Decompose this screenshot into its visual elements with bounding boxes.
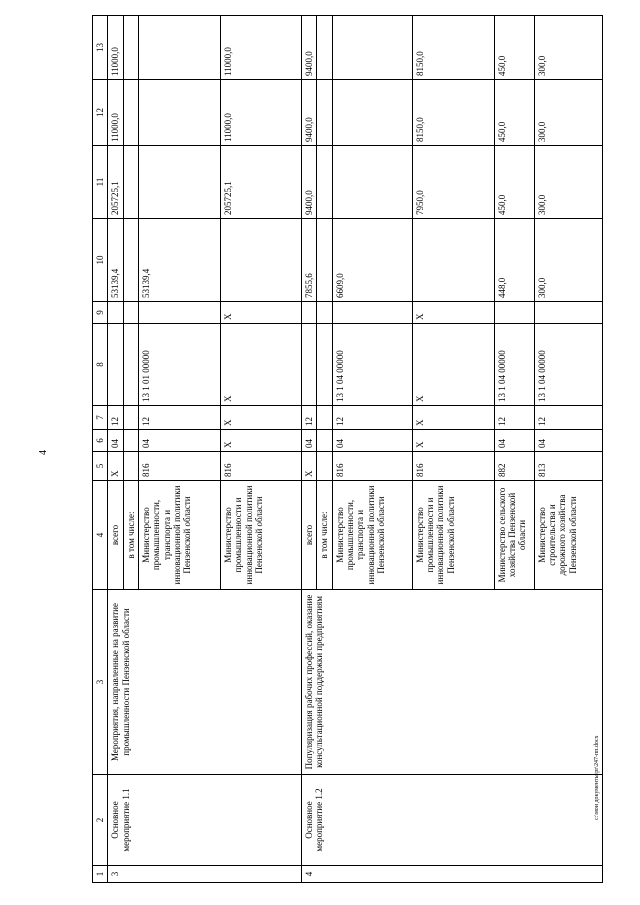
executor-cell: в том числе: [317,481,332,590]
value-cell-10: 6609,0 [332,219,412,302]
column-number: 4 [93,481,108,590]
value-cell-7: X [221,406,302,430]
file-path-footer: c:\мои документы\pr\247-пп.docx [594,735,600,820]
value-cell-12: 11000,0 [221,80,302,146]
value-cell-10: 7855,6 [302,219,317,302]
executor-cell: Министерство сельского хозяйства Пензенской области [494,481,534,590]
value-cell-7 [317,406,332,430]
value-cell-12 [139,80,221,146]
value-cell-8: X [412,324,494,406]
value-cell-8 [317,324,332,406]
value-cell-8: 13 1 04 00000 [494,324,534,406]
value-cell-13: 11000,0 [221,16,302,80]
value-cell-7: 12 [108,406,123,430]
value-cell-13: 300,0 [534,16,602,80]
table-row-total [302,16,317,883]
value-cell-11: 205725,1 [221,146,302,219]
value-cell-11: 450,0 [494,146,534,219]
value-cell-10: 53139,4 [139,219,221,302]
value-cell-10: 448,0 [494,219,534,302]
value-cell-9 [302,302,317,324]
main-event-name-cell: Основное мероприятие 1.2 [302,775,603,866]
event-description-cell: Популяризация рабочих профессий, оказание консультационной поддержки предприятиям [302,590,603,775]
value-cell-6: 04 [139,430,221,452]
value-cell-7: 12 [302,406,317,430]
value-cell-8: 13 1 04 00000 [534,324,602,406]
value-cell-7: 12 [139,406,221,430]
value-cell-8: X [221,324,302,406]
value-cell-11: 300,0 [534,146,602,219]
value-cell-9 [108,302,123,324]
column-number: 10 [93,219,108,302]
column-number: 2 [93,775,108,866]
column-number: 3 [93,590,108,775]
value-cell-11 [317,146,332,219]
column-number: 13 [93,16,108,80]
value-cell-11: 7950,0 [412,146,494,219]
value-cell-9 [494,302,534,324]
row-number-cell: 3 [108,866,302,883]
value-cell-12: 8150,0 [412,80,494,146]
value-cell-12: 9400,0 [302,80,317,146]
value-cell-5: 816 [412,452,494,481]
value-cell-13: 8150,0 [412,16,494,80]
main-event-name-cell: Основное мероприятие 1.1 [108,775,302,866]
value-cell-6: 04 [302,430,317,452]
table-body [93,16,603,883]
value-cell-13: 450,0 [494,16,534,80]
value-cell-9 [139,302,221,324]
value-cell-8 [302,324,317,406]
value-cell-6: 04 [534,430,602,452]
value-cell-5: X [108,452,123,481]
rotated-table-sheet [92,16,590,883]
value-cell-11 [123,146,138,219]
value-cell-10: 300,0 [534,219,602,302]
value-cell-6 [317,430,332,452]
value-cell-12: 450,0 [494,80,534,146]
value-cell-12: 11000,0 [108,80,123,146]
value-cell-7 [123,406,138,430]
value-cell-11 [139,146,221,219]
value-cell-6: 04 [332,430,412,452]
value-cell-6: X [221,430,302,452]
value-cell-11 [332,146,412,219]
row-number-cell: 4 [302,866,603,883]
column-number: 8 [93,324,108,406]
executor-cell: Министерство промышленности, транспорта и инновационной политики Пензенской области [139,481,221,590]
value-cell-8: 13 1 01 00000 [139,324,221,406]
value-cell-6: 04 [494,430,534,452]
executor-cell: Министерство промышленности и инновационной политики Пензенской области [412,481,494,590]
value-cell-12: 300,0 [534,80,602,146]
value-cell-12 [332,80,412,146]
page-number: 4 [38,450,49,455]
program-table [92,15,603,883]
value-cell-6: 04 [108,430,123,452]
value-cell-10 [123,219,138,302]
value-cell-13 [139,16,221,80]
value-cell-10: 53139,4 [108,219,123,302]
value-cell-9 [332,302,412,324]
value-cell-9 [317,302,332,324]
column-number: 11 [93,146,108,219]
value-cell-13 [332,16,412,80]
value-cell-10 [317,219,332,302]
value-cell-11: 9400,0 [302,146,317,219]
executor-cell: Министерство промышленности и инновационной политики Пензенской области [221,481,302,590]
value-cell-5: 813 [534,452,602,481]
value-cell-7: 12 [332,406,412,430]
value-cell-5: 816 [221,452,302,481]
value-cell-8 [123,324,138,406]
event-description-cell: Мероприятия, направленные на развитие промышленности Пензенской области [108,590,302,775]
value-cell-10 [412,219,494,302]
executor-cell: Министерство промышленности, транспорта и инновационной политики Пензенской области [332,481,412,590]
value-cell-6 [123,430,138,452]
value-cell-5 [317,452,332,481]
value-cell-9 [534,302,602,324]
executor-cell: Министерство строительства и дорожного хозяйства Пензенской области [534,481,602,590]
value-cell-9 [123,302,138,324]
value-cell-9: X [221,302,302,324]
column-number-row [93,16,108,883]
value-cell-13 [123,16,138,80]
executor-cell: всего [108,481,123,590]
value-cell-8: 13 1 04 00000 [332,324,412,406]
value-cell-10 [221,219,302,302]
value-cell-5: X [302,452,317,481]
column-number: 6 [93,430,108,452]
value-cell-7: 12 [534,406,602,430]
value-cell-5: 816 [139,452,221,481]
value-cell-13 [317,16,332,80]
value-cell-11: 205725,1 [108,146,123,219]
executor-cell: в том числе: [123,481,138,590]
value-cell-7: 12 [494,406,534,430]
value-cell-5: 882 [494,452,534,481]
value-cell-6: X [412,430,494,452]
value-cell-5 [123,452,138,481]
value-cell-12 [123,80,138,146]
value-cell-12 [317,80,332,146]
value-cell-8 [108,324,123,406]
column-number: 12 [93,80,108,146]
column-number: 5 [93,452,108,481]
executor-cell: всего [302,481,317,590]
column-number: 7 [93,406,108,430]
value-cell-9: X [412,302,494,324]
value-cell-7: X [412,406,494,430]
column-number: 1 [93,866,108,883]
table-row-total [108,16,123,883]
value-cell-13: 11000,0 [108,16,123,80]
value-cell-5: 816 [332,452,412,481]
value-cell-13: 9400,0 [302,16,317,80]
column-number: 9 [93,302,108,324]
